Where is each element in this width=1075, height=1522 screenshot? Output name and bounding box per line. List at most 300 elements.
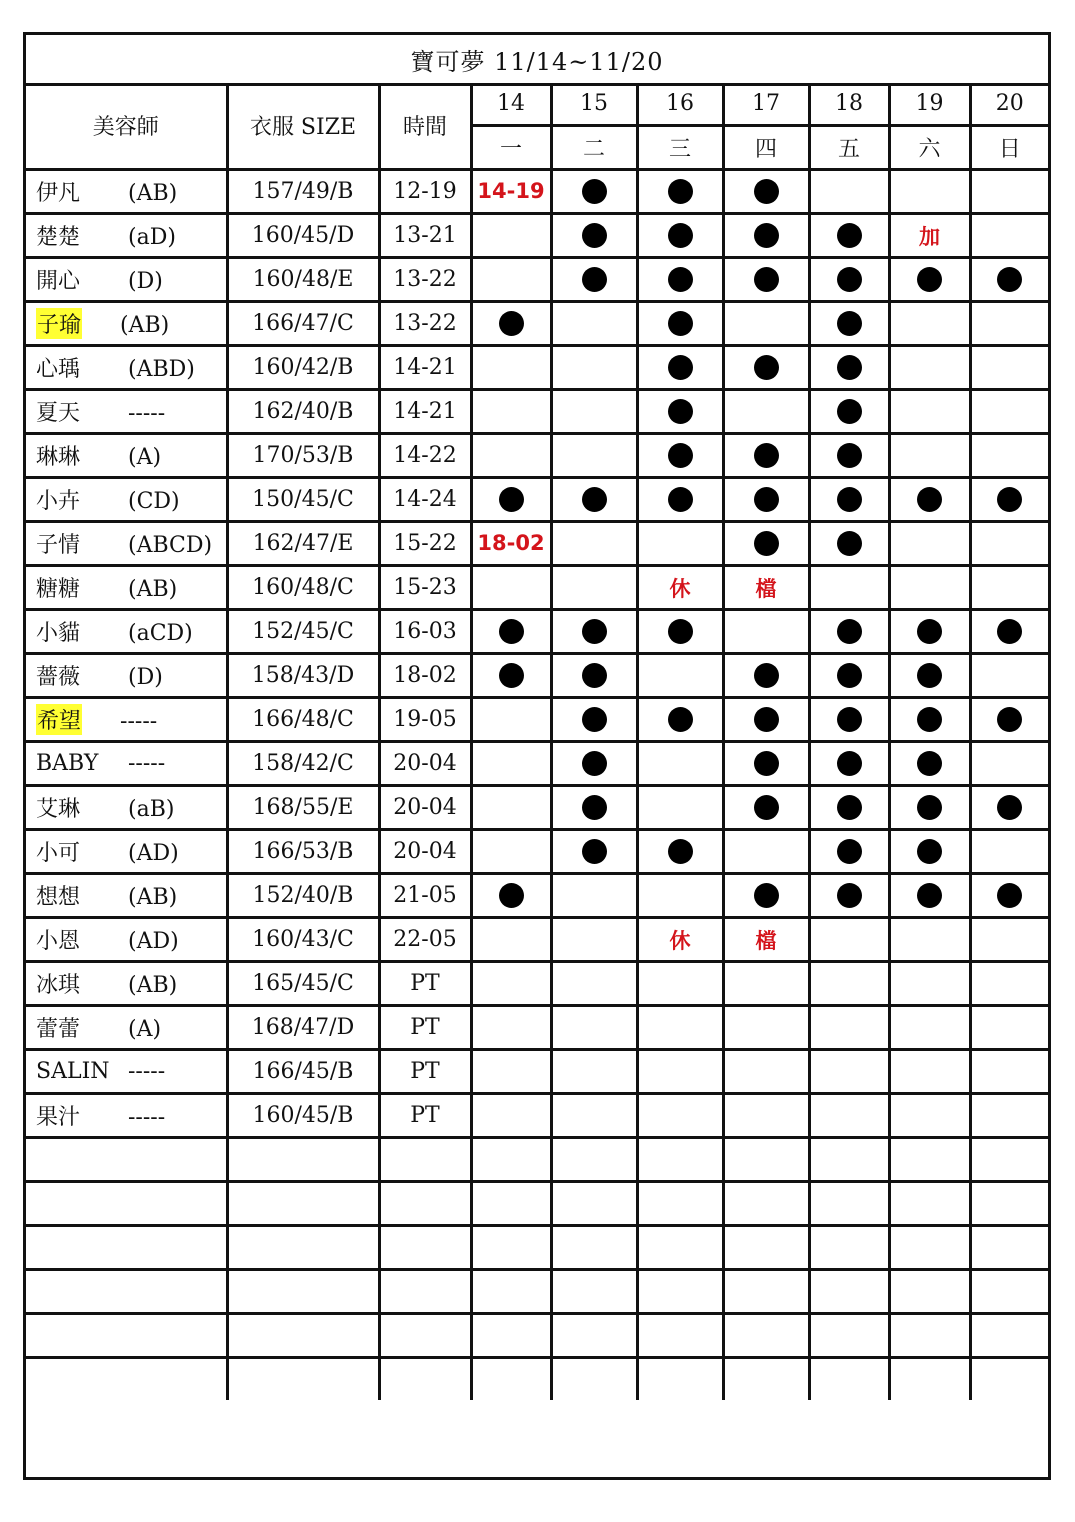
stylist-cell [26, 1006, 227, 1050]
table-row [26, 478, 1048, 522]
day-cell [809, 962, 889, 1006]
empty-cell [379, 1182, 471, 1226]
empty-cell [970, 1226, 1048, 1270]
day-cell [889, 962, 970, 1006]
day-cell [471, 258, 551, 302]
empty-row [26, 1182, 1048, 1226]
scheduled-dot [997, 267, 1022, 292]
scheduled-dot [837, 839, 862, 864]
day-cell [809, 1094, 889, 1138]
stylist-name: SALIN [36, 1059, 110, 1084]
day-cell [471, 874, 551, 918]
day-cell [970, 478, 1048, 522]
day-cell [809, 918, 889, 962]
day-cell [889, 698, 970, 742]
scheduled-dot [837, 751, 862, 776]
day-cell [809, 654, 889, 698]
day-cell [970, 170, 1048, 214]
scheduled-dot [668, 311, 693, 336]
scheduled-dot [917, 707, 942, 732]
day-cell [809, 830, 889, 874]
day-cell [637, 478, 723, 522]
time-cell: 19-05 [379, 698, 471, 742]
schedule-note: 加 [919, 224, 940, 249]
day-cell [809, 742, 889, 786]
empty-cell [809, 1226, 889, 1270]
scheduled-dot [917, 751, 942, 776]
empty-cell [889, 1138, 970, 1182]
day-cell [551, 786, 637, 830]
cup-size: ----- [128, 401, 166, 426]
size-cell: 162/47/E [227, 522, 379, 566]
day-cell [637, 434, 723, 478]
day-cell [551, 566, 637, 610]
day-cell [889, 302, 970, 346]
empty-cell [227, 1358, 379, 1401]
size-cell: 160/43/C [227, 918, 379, 962]
day-cell [637, 214, 723, 258]
empty-cell [809, 1270, 889, 1314]
day-cell [889, 830, 970, 874]
size-cell: 150/45/C [227, 478, 379, 522]
scheduled-dot [917, 487, 942, 512]
header-time: 時間 [379, 83, 471, 170]
size-cell: 162/40/B [227, 390, 379, 434]
table-row [26, 874, 1048, 918]
header-weekday: 一 [471, 126, 551, 170]
stylist-cell [26, 918, 227, 962]
header-weekday: 六 [889, 126, 970, 170]
day-cell [809, 522, 889, 566]
day-cell [889, 522, 970, 566]
scheduled-dot [837, 883, 862, 908]
day-cell [551, 962, 637, 1006]
scheduled-dot [837, 663, 862, 688]
scheduled-dot [917, 619, 942, 644]
size-cell: 157/49/B [227, 170, 379, 214]
day-cell [551, 522, 637, 566]
stylist-name: 子情 [36, 533, 81, 558]
empty-cell [637, 1182, 723, 1226]
scheduled-dot [754, 223, 779, 248]
scheduled-dot [754, 751, 779, 776]
scheduled-dot [837, 707, 862, 732]
empty-cell [637, 1314, 723, 1358]
header-date: 15 [551, 83, 637, 126]
cup-size: (A) [128, 1017, 162, 1042]
day-cell [889, 918, 970, 962]
day-cell [889, 610, 970, 654]
day-cell [471, 830, 551, 874]
day-cell [809, 698, 889, 742]
day-cell [970, 610, 1048, 654]
scheduled-dot [668, 267, 693, 292]
scheduled-dot [754, 663, 779, 688]
day-cell [970, 698, 1048, 742]
empty-cell [551, 1270, 637, 1314]
day-cell [889, 214, 970, 258]
day-cell [723, 1094, 809, 1138]
cup-size: (A) [128, 445, 162, 470]
table-row [26, 566, 1048, 610]
schedule-sheet [23, 32, 1051, 1480]
stylist-name: 冰琪 [36, 973, 81, 998]
scheduled-dot [837, 531, 862, 556]
cup-size: (AB) [128, 973, 178, 998]
stylist-cell [26, 478, 227, 522]
size-cell: 166/45/B [227, 1050, 379, 1094]
day-cell [723, 522, 809, 566]
scheduled-dot [668, 355, 693, 380]
day-cell [551, 390, 637, 434]
scheduled-dot [997, 707, 1022, 732]
day-cell [723, 786, 809, 830]
day-cell [889, 654, 970, 698]
header-weekday: 四 [723, 126, 809, 170]
stylist-cell [26, 566, 227, 610]
day-cell [471, 214, 551, 258]
day-cell [551, 654, 637, 698]
day-cell [637, 1050, 723, 1094]
day-cell [723, 302, 809, 346]
day-cell [723, 742, 809, 786]
empty-cell [723, 1226, 809, 1270]
day-cell [723, 830, 809, 874]
scheduled-dot [917, 267, 942, 292]
stylist-cell [26, 1094, 227, 1138]
stylist-cell [26, 522, 227, 566]
scheduled-dot [837, 399, 862, 424]
day-cell [723, 698, 809, 742]
empty-cell [809, 1314, 889, 1358]
day-cell [471, 654, 551, 698]
empty-cell [227, 1226, 379, 1270]
table-row [26, 786, 1048, 830]
time-cell: 12-19 [379, 170, 471, 214]
scheduled-dot [997, 619, 1022, 644]
day-cell [809, 478, 889, 522]
day-cell [809, 1006, 889, 1050]
table-row [26, 742, 1048, 786]
schedule-table [26, 83, 1048, 1400]
day-cell [471, 1050, 551, 1094]
day-cell [809, 786, 889, 830]
stylist-name: 伊凡 [36, 181, 81, 206]
time-cell: 14-21 [379, 390, 471, 434]
empty-cell [889, 1226, 970, 1270]
day-cell [723, 346, 809, 390]
header-date: 17 [723, 83, 809, 126]
day-cell [809, 1050, 889, 1094]
day-cell [471, 698, 551, 742]
day-cell [637, 566, 723, 610]
day-cell [471, 918, 551, 962]
cup-size: (AD) [128, 841, 179, 866]
size-cell: 152/40/B [227, 874, 379, 918]
day-cell [970, 654, 1048, 698]
cup-size: (aD) [128, 225, 176, 250]
stylist-name: 夏天 [36, 401, 81, 426]
day-cell [637, 390, 723, 434]
day-cell [471, 346, 551, 390]
empty-cell [637, 1270, 723, 1314]
cup-size: (AD) [128, 929, 179, 954]
day-cell [970, 522, 1048, 566]
empty-cell [970, 1358, 1048, 1401]
day-cell [723, 478, 809, 522]
table-row [26, 346, 1048, 390]
day-cell [471, 522, 551, 566]
time-cell: 14-21 [379, 346, 471, 390]
schedule-note: 檔 [755, 928, 777, 953]
stylist-cell [26, 346, 227, 390]
empty-cell [637, 1226, 723, 1270]
day-cell [809, 214, 889, 258]
scheduled-dot [997, 795, 1022, 820]
header-date: 19 [889, 83, 970, 126]
time-cell: 15-23 [379, 566, 471, 610]
empty-cell [379, 1358, 471, 1401]
day-cell [551, 1006, 637, 1050]
day-cell [970, 1094, 1048, 1138]
empty-cell [551, 1358, 637, 1401]
empty-row [26, 1226, 1048, 1270]
empty-cell [723, 1138, 809, 1182]
stylist-name: 小卉 [36, 489, 81, 514]
table-row [26, 214, 1048, 258]
empty-cell [471, 1358, 551, 1401]
stylist-cell [26, 258, 227, 302]
day-cell [551, 302, 637, 346]
table-row [26, 1094, 1048, 1138]
stylist-cell [26, 962, 227, 1006]
empty-cell [809, 1182, 889, 1226]
stylist-name: 果汁 [36, 1105, 81, 1130]
header-weekday: 五 [809, 126, 889, 170]
day-cell [551, 874, 637, 918]
cup-size: ----- [128, 1059, 166, 1084]
day-cell [551, 434, 637, 478]
day-cell [809, 170, 889, 214]
day-cell [809, 346, 889, 390]
stylist-name: 糖糖 [36, 577, 81, 602]
empty-cell [970, 1138, 1048, 1182]
size-cell: 158/42/C [227, 742, 379, 786]
table-row [26, 698, 1048, 742]
empty-cell [637, 1138, 723, 1182]
day-cell [637, 654, 723, 698]
size-cell: 166/53/B [227, 830, 379, 874]
day-cell [970, 302, 1048, 346]
day-cell [637, 918, 723, 962]
table-row [26, 610, 1048, 654]
cup-size: (aB) [128, 797, 175, 822]
stylist-name: 艾琳 [36, 797, 81, 822]
empty-cell [26, 1358, 227, 1401]
empty-cell [26, 1182, 227, 1226]
day-cell [471, 170, 551, 214]
empty-cell [227, 1314, 379, 1358]
day-cell [723, 214, 809, 258]
day-cell [809, 566, 889, 610]
scheduled-dot [668, 179, 693, 204]
scheduled-dot [582, 663, 607, 688]
day-cell [723, 566, 809, 610]
scheduled-dot [837, 355, 862, 380]
scheduled-dot [668, 707, 693, 732]
day-cell [637, 962, 723, 1006]
day-cell [723, 390, 809, 434]
stylist-name: 琳琳 [36, 445, 81, 470]
size-cell: 166/48/C [227, 698, 379, 742]
size-cell: 165/45/C [227, 962, 379, 1006]
day-cell [551, 830, 637, 874]
header-weekday: 二 [551, 126, 637, 170]
scheduled-dot [754, 179, 779, 204]
day-cell [551, 1050, 637, 1094]
size-cell: 170/53/B [227, 434, 379, 478]
time-cell: 14-24 [379, 478, 471, 522]
table-row [26, 654, 1048, 698]
empty-cell [889, 1182, 970, 1226]
stylist-name: 心瑀 [36, 357, 81, 382]
scheduled-dot [754, 707, 779, 732]
scheduled-dot [499, 311, 524, 336]
scheduled-dot [837, 311, 862, 336]
table-row [26, 170, 1048, 214]
header-date: 18 [809, 83, 889, 126]
scheduled-dot [499, 619, 524, 644]
day-cell [637, 522, 723, 566]
stylist-cell [26, 874, 227, 918]
table-row [26, 1006, 1048, 1050]
day-cell [809, 258, 889, 302]
day-cell [889, 786, 970, 830]
day-cell [889, 170, 970, 214]
day-cell [889, 346, 970, 390]
day-cell [471, 302, 551, 346]
cup-size: (AB) [128, 885, 178, 910]
empty-cell [227, 1138, 379, 1182]
empty-cell [471, 1270, 551, 1314]
table-row [26, 962, 1048, 1006]
cup-size: (AB) [128, 181, 178, 206]
day-cell [970, 1050, 1048, 1094]
empty-cell [551, 1226, 637, 1270]
scheduled-dot [837, 619, 862, 644]
day-cell [551, 918, 637, 962]
day-cell [723, 1006, 809, 1050]
cup-size: (CD) [128, 489, 180, 514]
table-row [26, 434, 1048, 478]
stylist-cell [26, 434, 227, 478]
empty-cell [809, 1358, 889, 1401]
table-row [26, 830, 1048, 874]
empty-cell [379, 1314, 471, 1358]
time-cell: 13-22 [379, 258, 471, 302]
day-cell [889, 1050, 970, 1094]
day-cell [637, 698, 723, 742]
empty-row [26, 1270, 1048, 1314]
stylist-name: 希望 [36, 704, 82, 735]
stylist-cell [26, 1050, 227, 1094]
time-cell: PT [379, 962, 471, 1006]
day-cell [551, 346, 637, 390]
day-cell [970, 742, 1048, 786]
day-cell [889, 390, 970, 434]
scheduled-dot [668, 619, 693, 644]
size-cell: 166/47/C [227, 302, 379, 346]
stylist-name: 小恩 [36, 929, 81, 954]
stylist-name: 蕾蕾 [36, 1017, 81, 1042]
day-cell [551, 742, 637, 786]
scheduled-dot [837, 267, 862, 292]
size-cell: 160/45/B [227, 1094, 379, 1138]
stylist-name: 子瑜 [36, 308, 82, 339]
scheduled-dot [837, 487, 862, 512]
empty-cell [889, 1270, 970, 1314]
stylist-name: BABY [36, 751, 99, 776]
table-row [26, 302, 1048, 346]
stylist-name: 小可 [36, 841, 81, 866]
schedule-note: 休 [669, 576, 691, 601]
stylist-cell [26, 610, 227, 654]
time-cell: 16-03 [379, 610, 471, 654]
scheduled-dot [499, 883, 524, 908]
size-cell: 152/45/C [227, 610, 379, 654]
day-cell [471, 742, 551, 786]
day-cell [551, 698, 637, 742]
empty-cell [723, 1182, 809, 1226]
day-cell [723, 258, 809, 302]
time-cell: 20-04 [379, 742, 471, 786]
schedule-note: 休 [669, 928, 691, 953]
scheduled-dot [582, 839, 607, 864]
day-cell [970, 566, 1048, 610]
header-date: 20 [970, 83, 1048, 126]
day-cell [637, 1006, 723, 1050]
empty-cell [227, 1270, 379, 1314]
empty-cell [889, 1358, 970, 1401]
day-cell [723, 434, 809, 478]
schedule-note: 14-19 [477, 179, 545, 203]
time-cell: PT [379, 1094, 471, 1138]
empty-cell [637, 1358, 723, 1401]
time-cell: 13-21 [379, 214, 471, 258]
empty-cell [379, 1138, 471, 1182]
table-row [26, 918, 1048, 962]
size-cell: 158/43/D [227, 654, 379, 698]
empty-cell [471, 1314, 551, 1358]
day-cell [471, 478, 551, 522]
header-weekday: 日 [970, 126, 1048, 170]
day-cell [809, 874, 889, 918]
day-cell [970, 346, 1048, 390]
day-cell [471, 390, 551, 434]
table-row [26, 390, 1048, 434]
scheduled-dot [582, 619, 607, 644]
time-cell: 20-04 [379, 830, 471, 874]
day-cell [637, 742, 723, 786]
cup-size: (AB) [120, 313, 170, 338]
header-date: 14 [471, 83, 551, 126]
time-cell: 20-04 [379, 786, 471, 830]
day-cell [723, 654, 809, 698]
day-cell [889, 874, 970, 918]
scheduled-dot [754, 443, 779, 468]
empty-cell [723, 1358, 809, 1401]
size-cell: 160/42/B [227, 346, 379, 390]
